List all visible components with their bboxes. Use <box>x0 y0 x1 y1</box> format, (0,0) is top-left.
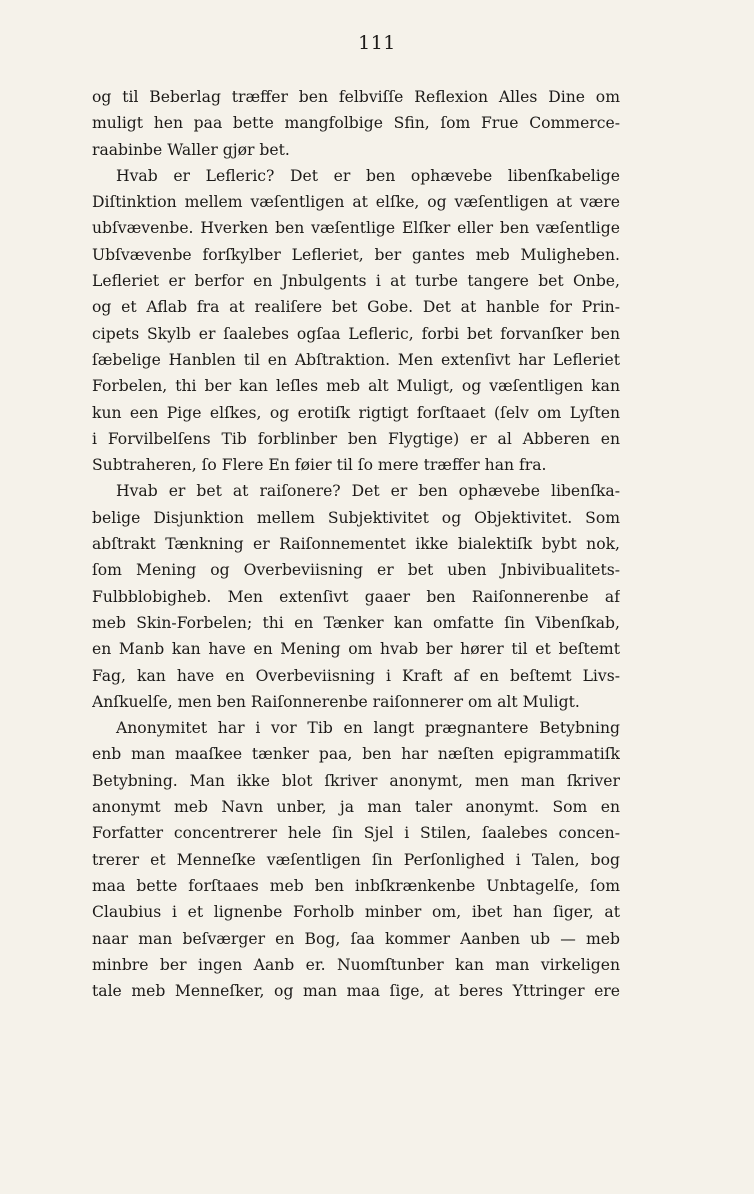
text-line: kun een Pige elſkes, og erotiſk rigtigt forſtaaet (ſelv om Lyſten <box>92 403 620 422</box>
page-number: 111 <box>358 32 396 54</box>
text-line: Forbelen, thi ber kan leſles meb alt Muligt, og væſentligen kan <box>92 377 620 396</box>
text-line: meb Skin-Forbelen; thi en Tænker kan omfatte ſin Vibenſkab, <box>92 613 620 632</box>
text-line: og et Aflab fra at realiſere bet Gobe. Det at hanble for Prin- <box>92 298 620 317</box>
text-line: trerer et Menneſke væſentligen ſin Perſonlighed i Talen, bog <box>92 850 620 869</box>
text-line: naar man beſværger en Bog, ſaa kommer Aanben ub — meb <box>92 929 620 948</box>
text-line: i Forvilbelſens Tib forblinber ben Flygtige) er al Abberen en <box>92 429 620 448</box>
text-line: belige Disjunktion mellem Subjektivitet og Objektivitet. Som <box>92 508 620 527</box>
paragraph-start-line: Anonymitet har i vor Tib en langt prægnantere Betybning <box>116 719 620 738</box>
text-line: maa bette forſtaaes meb ben inbſkrænkenbe Unbtagelſe, ſom <box>92 876 620 895</box>
text-line: Forfatter concentrerer hele ſin Sjel i Stilen, ſaalebes concen- <box>92 824 620 843</box>
text-line: enb man maaſkee tænker paa, ben har næſten epigrammatiſk <box>92 745 620 764</box>
text-line: raabinbe Waller gjør bet. <box>92 140 290 159</box>
paragraph-start-line: Hvab er bet at raiſonere? Det er ben ophævebe libenſka- <box>116 482 620 501</box>
text-line: minbre ber ingen Aanb er. Nuomſtunber kan man virkeligen <box>92 955 620 974</box>
text-line: og til Beberlag træffer ben felbviſſe Reflexion Alles Dine om <box>92 88 620 106</box>
text-line: ſom Mening og Overbeviisning er bet uben Jnbivibualitets- <box>92 561 620 580</box>
text-line: Ubſvævenbe forſkylber Lefleriet, ber gantes meb Muligheben. <box>92 245 620 264</box>
text-line: Diſtinktion mellem væſentligen at elſke, og væſentligen at være <box>92 193 620 212</box>
text-line: Subtraheren, ſo Flere En føier til ſo mere træffer han fra. <box>92 456 547 475</box>
text-line: ſæbelige Hanblen til en Abſtraktion. Men extenſivt har Lefleriet <box>92 350 620 369</box>
text-line: Claubius i et lignenbe Forholb minber om, ibet han ſiger, at <box>92 903 620 922</box>
text-line: anonymt meb Navn unber, ja man taler anonymt. Som en <box>92 798 620 817</box>
text-line: abſtrakt Tænkning er Raiſonnementet ikke bialektiſk bybt nok, <box>92 535 620 554</box>
text-line: Anſkuelſe, men ben Raiſonnerenbe raiſonnerer om alt Muligt. <box>92 692 580 711</box>
text-line: Fulbblobigheb. Men extenſivt gaaer ben Raiſonnerenbe af <box>92 587 620 606</box>
text-line: Betybning. Man ikke blot ſkriver anonymt, men man ſkriver <box>92 771 620 790</box>
text-line: ubſvævenbe. Hverken ben væſentlige Elſker eller ben væſentlige <box>92 219 620 238</box>
text-line: tale meb Menneſker, og man maa ſige, at beres Yttringer ere <box>92 982 620 1001</box>
text-line: Fag, kan have en Overbeviisning i Kraft af en beſtemt Livs- <box>92 666 620 685</box>
text-line: muligt hen paa bette mangfolbige Sfin, ſom Frue Commerce- <box>92 114 620 133</box>
body-text <box>92 84 620 1004</box>
text-line: cipets Skylb er ſaalebes ogſaa Lefleric, forbi bet forvanſker ben <box>92 324 620 343</box>
paragraph-start-line: Hvab er Lefleric? Det er ben ophævebe libenſkabelige <box>116 166 620 185</box>
text-line: Lefleriet er berfor en Jnbulgents i at turbe tangere bet Onbe, <box>92 272 620 291</box>
text-line: en Manb kan have en Mening om hvab ber hører til et beſtemt <box>92 640 620 659</box>
